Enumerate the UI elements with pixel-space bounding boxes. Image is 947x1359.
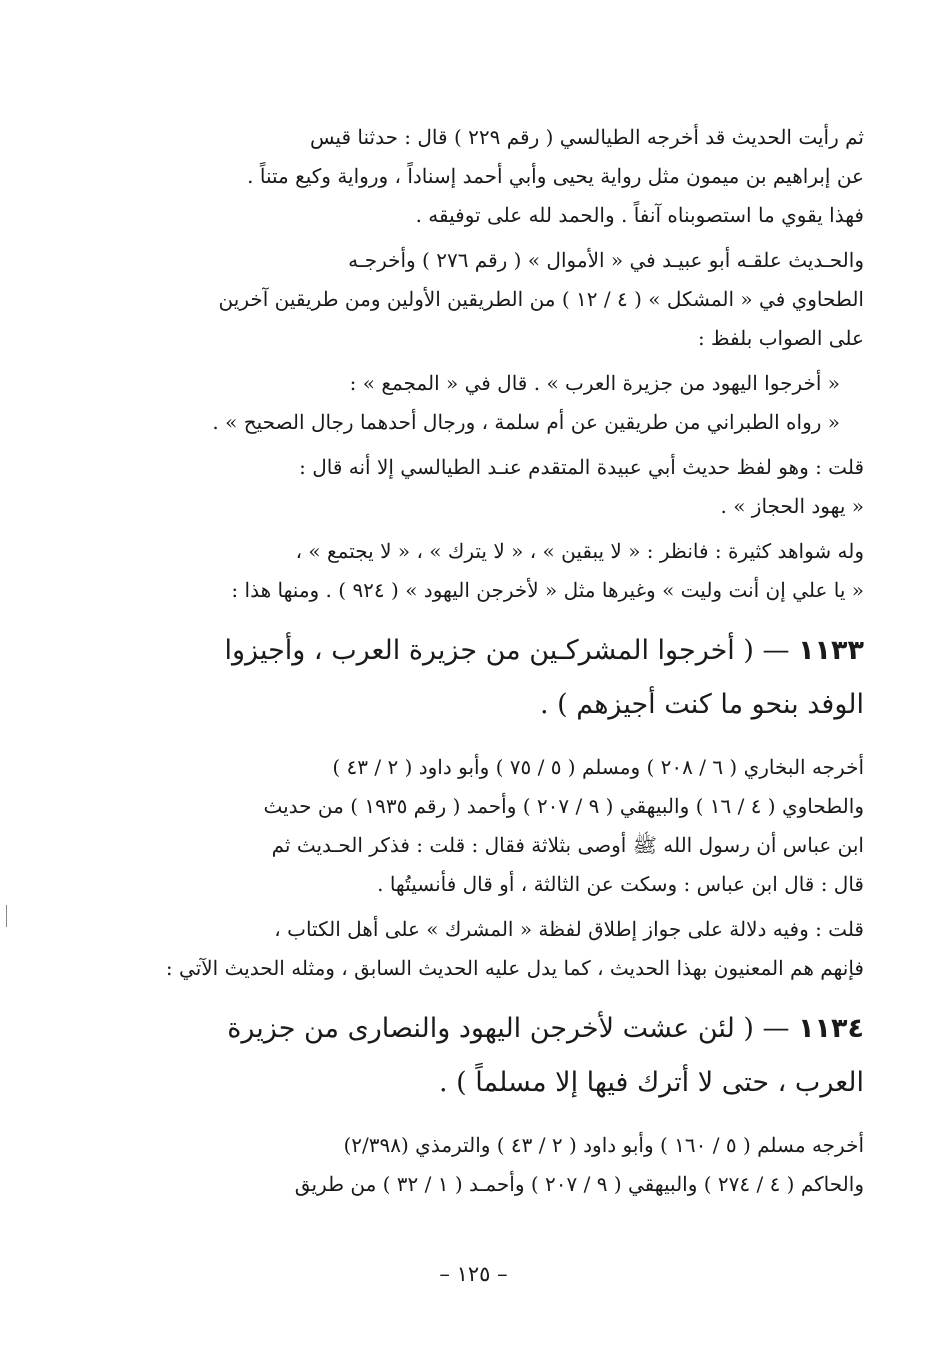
text-line: ثم رأيت الحديث قد أخرجه الطيالسي ( رقم ٢٢٩ ) قال : حدثنا قيس	[309, 125, 864, 149]
text-line: قلت : وفيه دلالة على جواز إطلاق لفظة « المشرك » على أهل الكتاب ،	[274, 917, 864, 941]
hadith-1134-line-2: العرب ، حتى لا أترك فيها إلا مسلماً ) .	[439, 1067, 864, 1098]
paragraph	[120, 448, 864, 526]
text-line: وله شواهد كثيرة : فانظر : « لا يبقين » ، « لا يترك » ، « لا يجتمع » ،	[295, 539, 864, 563]
top-section	[120, 118, 864, 610]
text-line: عن إبراهيم بن ميمون مثل رواية يحيى وأبي أحمد إسناداً ، ورواية وكيع متناً .	[247, 164, 864, 188]
hadith-text: — ( أخرجوا المشركـين من جزيرة العرب ، وأجيزوا	[224, 635, 799, 666]
mid-section	[120, 748, 864, 988]
text-line: فهذا يقوي ما استصوبناه آنفاً . والحمد لله على توفيقه .	[415, 203, 864, 227]
text-line: أخرجه مسلم ( ٥ / ١٦٠ ) وأبو داود ( ٢ / ٤٣ ) والترمذي (٢/٣٩٨)	[343, 1133, 864, 1157]
text-line: الطحاوي في « المشكل » ( ٤ / ١٢ ) من الطريقين الأولين ومن طريقين آخرين	[218, 287, 864, 311]
bottom-section	[120, 1126, 864, 1204]
text-line: « أخرجوا اليهود من جزيرة العرب » . قال في « المجمع » :	[349, 371, 840, 395]
hadith-1133	[120, 624, 864, 732]
text-line: على الصواب بلفظ :	[697, 326, 864, 350]
hadith-1134	[120, 1002, 864, 1110]
hadith-1133-line-2: الوفد بنحو ما كنت أجيزهم ) .	[539, 689, 864, 720]
text-line: قال : قال ابن عباس : وسكت عن الثالثة ، أو قال فأنسيتُها .	[377, 872, 864, 896]
text-line: « رواه الطبراني من طريقين عن أم سلمة ، ورجال أحدهما رجال الصحيح » .	[212, 410, 840, 434]
paragraph	[120, 748, 864, 904]
paragraph	[120, 364, 864, 442]
paragraph	[120, 118, 864, 235]
page-body	[120, 118, 864, 1210]
text-line: قلت : وهو لفظ حديث أبي عبيدة المتقدم عنـد الطيالسي إلا أنه قال :	[299, 455, 864, 479]
text-line: أخرجه البخاري ( ٦ / ٢٠٨ ) ومسلم ( ٥ / ٧٥ ) وأبو داود ( ٢ / ٤٣ )	[332, 755, 864, 779]
text-line: ابن عباس أن رسول الله ﷺ أوصى بثلاثة فقال : قلت : فذكر الحـديث ثم	[271, 833, 864, 857]
hadith-number: ١١٣٣	[798, 635, 864, 666]
paragraph	[120, 1126, 864, 1204]
page-number: – ١٢٥ –	[439, 1262, 508, 1286]
scan-margin-mark	[6, 905, 7, 927]
text-line: والحـديث علقـه أبو عبيـد في « الأموال » ( رقم ٢٧٦ ) وأخرجـه	[348, 248, 864, 272]
hadith-1133-line-1	[120, 624, 864, 678]
hadith-1134-line-1	[120, 1002, 864, 1056]
paragraph	[120, 241, 864, 358]
text-line: فإنهم هم المعنيون بهذا الحديث ، كما يدل عليه الحديث السابق ، ومثله الحديث الآتي :	[165, 956, 864, 980]
text-line: والطحاوي ( ٤ / ١٦ ) والبيهقي ( ٩ / ٢٠٧ ) وأحمد ( رقم ١٩٣٥ ) من حديث	[263, 794, 864, 818]
hadith-text: — ( لئن عشت لأخرجن اليهود والنصارى من جزيرة	[227, 1013, 799, 1044]
text-line: والحاكم ( ٤ / ٢٧٤ ) والبيهقي ( ٩ / ٢٠٧ ) وأحمـد ( ١ / ٣٢ ) من طريق	[294, 1172, 864, 1196]
paragraph	[120, 910, 864, 988]
paragraph	[120, 532, 864, 610]
text-line: « يا علي إن أنت وليت » وغيرها مثل « لأخرجن اليهود » ( ٩٢٤ ) . ومنها هذا :	[231, 578, 864, 602]
text-line: « يهود الحجاز » .	[720, 494, 864, 518]
hadith-number: ١١٣٤	[798, 1013, 864, 1044]
